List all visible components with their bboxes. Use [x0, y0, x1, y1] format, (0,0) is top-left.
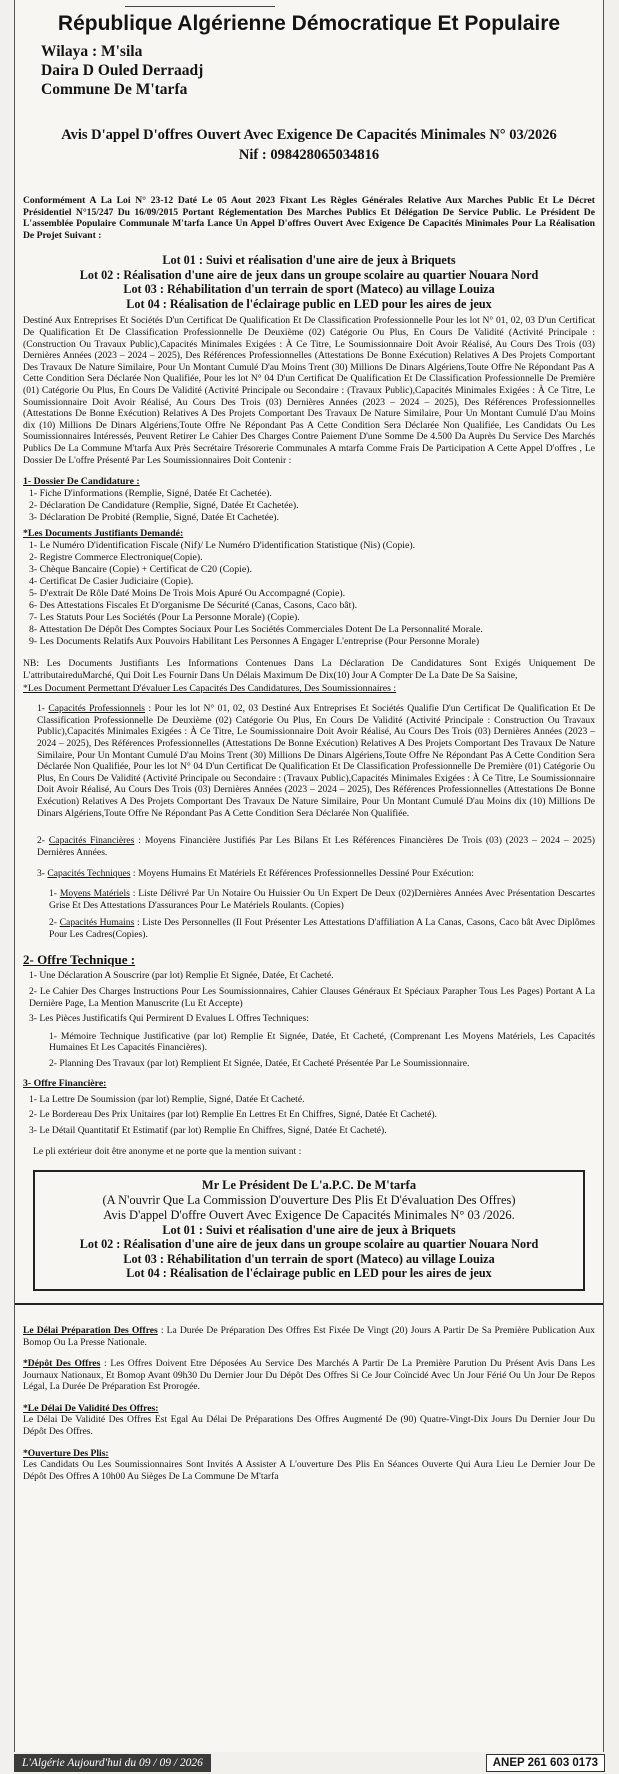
- pli-note: Le pli extérieur doit être anonyme et ne porte que la mention suivant :: [33, 1146, 302, 1158]
- offre-fin-title: 3- Offre Financière:: [23, 1077, 107, 1089]
- offre-tech-section: [23, 954, 595, 1069]
- depot-text: : Les Offres Doivent Etre Déposées Au Service Des Marchés A Partir De La Première Parution Du Présent Avis Dans Les Journaux Nationaux, Et Bomop Avant 09h30 Du Dernier Jour Du Dépôt Des Offres Si Ce Jour Coïncidé Avec Un Jour Férié Ou Un Jour De Repos Légal, La Durée De Préparation Est Prorogée.: [23, 1358, 595, 1393]
- lot-item: Lot 02 : Réalisation d'une aire de jeux dans un groupe scolaire au quartier Nouara Nord: [79, 267, 539, 282]
- delai-prep-text: : La Durée De Préparation Des Offres Est Fixée De Vingt (20) Jours A Partir De Sa Première Publication Aux Bomop Ou La Presse Nationale.: [23, 1324, 595, 1348]
- justificatif-item: 7- Les Statuts Pour Les Sociétés (Pour La Personne Morale) (Copie).: [29, 612, 300, 624]
- box-lot: Lot 03 : Réhabilitation d'un terrain de sport (Mateco) au village Louiza: [123, 1251, 495, 1266]
- cap-fin-paragraph: 2- Capacités Financières : Moyens Financière Justifiés Par Les Bilans Et Les Références Financières De Trois (03) (2023 – 2024 – 2025) Dernières Années.: [37, 835, 596, 858]
- offre-fin-item: 2- Le Bordereau Des Prix Unitaires (par lot) Remplie En Lettres Et En Chiffres, Signé, Datée Et Cacheté).: [29, 1109, 437, 1121]
- offre-tech-subitem: 2- Planning Des Travaux (par lot) Remplient Et Signée, Datée, Et Cacheté Présentée Par Le Soumissionnaire.: [49, 1057, 470, 1069]
- anep-reference: ANEP 261 603 0173: [486, 1754, 605, 1772]
- cap-tech-paragraph: 3- Capacités Techniques : Moyens Humains Et Matériels Et Références Professionnelles Dessiné Pour Exécution:: [37, 868, 474, 880]
- eligibility-paragraph: Destiné Aux Entreprises Et Sociétés D'un Certificat De Qualification Et De Classification Professionnelle Pour les lot N° 01, 02, 03 D'un Certificat De Qualification Et De Classification Professionnelle De Deuxième (02) Catégorie Ou Plus, En Cours De Validité (Activité Principale : (Construction Ou Travaux Public),Capacités Minimales Exigées : À Ce Titre, Le Soumissionnaire Doit Avoir Réalisé, Au Cours Des Trois (03) Dernières Années (2023 – 2024 – 2025), Des Références Professionnelles (Attestations De Bonne Exécution) Relatives A Des Projets Comportant Des Travaux De Nature Similaire, Pour Un Montant Cumulé D'au Moins Trent (30) Millions De Dinars Algériens,Toute Offre Ne Répondant Pas A Cette Condition Sera Déclarée Non Qualifiée, Pour les lot N° 04 D'un Certificat De Qualification Et De Classification Professionnelle De Première (01) Catégorie Ou Plus, En Cours De Validité (Activité Principale ou Secondaire : (Travaux Public),Capacités Minimales Exigées : À Ce Titre, Le Soumissionnaire Doit Avoir Réalisé, Au Cours Des Trois (03) Dernières Années (2023 – 2024 – 2025), Des Références Professionnelles (Attestations De Bonne Exécution) Relatives A Des Projets Comportant Des Travaux De Nature Similaire, Pour Un Montant Cumulé D'au Moins dix (10) Millions De Dinars Algériens,Toute Offre Ne Répondant Pas A Cette Condition Sera Déclarée Non Qualifiée, Les Candidats Ou Les Soumissionnaires Intéressés, Peuvent Retirer Le Cahier Des Charges Contre Paiement D'une Somme De 4.500 Da Auprès Du Service Des Marchés Publics De La Commune M'tarfa Aux Près Secrétaire Trésorerie Communales A mtarfa Comme Frais De Participation A Cette Appel D'offres , Le Dossier De L'offre Présenté Par Les Soumissionnaires Doit Contenir :: [23, 315, 595, 466]
- dossier-item: 2- Déclaration De Candidature (Remplie, Signé, Datée Et Cachetée).: [29, 500, 299, 512]
- justificatif-item: 2- Registre Commerce Electronique(Copie).: [29, 552, 203, 564]
- delai-prep-label: Le Délai Préparation Des Offres: [23, 1324, 158, 1336]
- offre-fin-section: [23, 1078, 595, 1137]
- box-lot: Lot 02 : Réalisation d'une aire de jeux dans un groupe scolaire au quartier Nouara Nord: [79, 1237, 539, 1252]
- lot-item: Lot 03 : Réhabilitation d'un terrain de sport (Mateco) au village Louiza: [123, 282, 495, 297]
- delai-prep-paragraph: [23, 1325, 595, 1348]
- cap-pro-text: : Pour les lot N° 01, 02, 03 Destiné Aux Entreprises Et Sociétés Qualifie D'un Certificat De Qualification Et De Classification Professionnelle De Deuxième (02) Catégorie Ou Plus, En Cours De Validité (Activité Principale : Construction Ou Travaux Public),Capacités Minimales Exigées : À Ce Titre, Le Soumissionnaire Doit Avoir Réalisé, Au Cours Des Trois (03) Dernières Années (2023 – 2024 – 2025), Des Références Professionnelles (Attestations De Bonne Exécution) Relatives A Des Projets Comportant Des Travaux De Nature Similaire, Pour Un Montant Cumulé D'au Moins Trent (30) Millions De Dinars Algériens,Toute Offre Ne Répondant Pas A Cette Condition Sera Déclarée Non Qualifiée, Pour les lot N° 04 D'un Certificat De Qualification Et De Classification Professionnelle De Première (01) Catégorie Ou Plus, En Cours De Validité (Activité Principale ou Secondaire : (Travaux Public),Capacités Minimales Exigées : À Ce Titre, Le Soumissionnaire Doit Avoir Réalisé, Au Cours Des Trois (03) Dernières Années (2023 – 2024 – 2025), Des Références Professionnelles (Attestations De Bonne Exécution) Relatives A Des Projets Comportant Des Travaux De Nature Similaire, Pour Un Montant Cumulé D'au Moins dix (10) Millions De Dinars Algériens,Toute Offre Ne Répondant Pas A Cette Condition Sera Déclarée Non Qualifiée.: [37, 703, 596, 819]
- avis-title: [23, 125, 595, 165]
- cap-pro-paragraph: 1- Capacités Professionnels : Pour les lot N° 01, 02, 03 Destiné Aux Entreprises Et Sociétés Qualifie D'un Certificat De Qualification Et De Classification Professionnelle De Deuxième (02) Catégorie Ou Plus, En Cours De Validité (Activité Principale : Construction Ou Travaux Public),Capacités Minimales Exigées : À Ce Titre, Le Soumissionnaire Doit Avoir Réalisé, Au Cours Des Trois (03) Dernières Années (2023 – 2024 – 2025), Des Références Professionnelles (Attestations De Bonne Exécution) Relatives A Des Projets Comportant Des Travaux De Nature Similaire, Pour Un Montant Cumulé D'au Moins Trent (30) Millions De Dinars Algériens,Toute Offre Ne Répondant Pas A Cette Condition Sera Déclarée Non Qualifiée, Pour les lot N° 04 D'un Certificat De Qualification Et De Classification Professionnelle De Première (01) Catégorie Ou Plus, En Cours De Validité (Activité Principale ou Secondaire : (Travaux Public),Capacités Minimales Exigées : À Ce Titre, Le Soumissionnaire Doit Avoir Réalisé, Au Cours Des Trois (03) Dernières Années (2023 – 2024 – 2025), Des Références Professionnelles (Attestations De Bonne Exécution) Relatives A Des Projets Comportant Des Travaux De Nature Similaire, Pour Un Montant Cumulé D'au Moins dix (10) Millions De Dinars Algériens,Toute Offre Ne Répondant Pas A Cette Condition Sera Déclarée Non Qualifiée.: [37, 703, 596, 819]
- dossier-title: 1- Dossier De Candidature :: [23, 476, 140, 488]
- ouverture-text: Les Candidats Ou Les Soumissionnaires Sont Invités A Assister A L'ouverture Des Plis En Séances Ouverte Qui Aura Lieu Le Dernier Jour De Dépôt Des Offres A 10h00 Au Sièges De La Commune De M'tarfa: [23, 1459, 595, 1482]
- moy-mat-text: : Liste Délivré Par Un Notaire Ou Huissier Ou Un Expert De Deux (02)Dernières Années Avec Présentation Descartes Grise Et Des Attestations D'assurances Pour Le Matériels Roulants. (Copies): [49, 888, 595, 911]
- cap-tech-text: : Moyens Humains Et Matériels Et Références Professionnelles Dessiné Pour Exécution:: [132, 868, 474, 880]
- justificatif-item: 3- Chèque Bancaire (Copie) + Certificat de C20 (Copie).: [29, 564, 252, 576]
- moy-mat-paragraph: 1- Moyens Matériels : Liste Délivré Par Un Notaire Ou Huissier Ou Un Expert De Deux (02)Dernières Années Avec Présentation Descartes Grise Et Des Attestations D'assurances Pour Le Matériels Roulants. (Copies): [49, 888, 595, 911]
- cap-hum-paragraph: 2- Capacités Humains : Liste Des Personnelles (Il Fout Présenter Les Attestations D'affiliation A La Canas, Casons, Caco bât Avec Diplômes Pour Les Cadres(Copies).: [49, 917, 595, 940]
- lot-item: Lot 01 : Suivi et réalisation d'une aire de jeux à Briquets: [162, 253, 456, 268]
- cap-fin-text: : Moyens Financière Justifiés Par Les Bilans Et Les Références Financières De Trois (03) (2023 – 2024 – 2025) Dernières Années.: [37, 835, 596, 858]
- justificatifs-section: [23, 528, 595, 648]
- cap-hum-text: : Liste Des Personnelles (Il Fout Présenter Les Attestations D'affiliation A La Canas, Casons, Caco bât Avec Diplômes Pour Les Cadres(Copies).: [49, 917, 595, 940]
- ouverture-paragraph: [23, 1448, 595, 1483]
- top-strip: [125, 0, 275, 7]
- justificatif-item: 5- D'extrait De Rôle Daté Moins De Trois Mois Apuré Ou Accompagné (Copie).: [29, 588, 346, 600]
- depot-paragraph: [23, 1358, 595, 1393]
- justificatifs-title: *Les Documents Justifiants Demandé:: [23, 528, 184, 540]
- lots-list: [23, 253, 595, 311]
- dossier-section: [23, 476, 595, 524]
- justificatif-item: 8- Attestation De Dépôt Des Comptes Sociaux Pour Les Sociétés Commerciales Dotent De La Personnalité Morale.: [29, 624, 483, 636]
- avis-title-text: Avis D'appel D'offres Ouvert Avec Exigence De Capacités Minimales N° 03/2026: [61, 127, 557, 143]
- justificatif-item: 6- Des Attestations Fiscales Et D'organisme De Sécurité (Canas, Casons, Caco bât).: [29, 600, 358, 612]
- republic-title: République Algérienne Démocratique Et Populaire: [57, 12, 561, 35]
- evaluer-section: [23, 683, 595, 940]
- validite-label: *Le Délai De Validité Des Offres:: [23, 1402, 159, 1414]
- box-line: Avis D'appel D'offre Ouvert Avec Exigence De Capacités Minimales N° 03 /2026.: [103, 1207, 515, 1222]
- nb-paragraph: NB: Les Documents Justifiants Les Informations Contenues Dans La Déclaration De Candidatures Sont Exigés Uniquement De L'attributaireduMarché, Qui Doit Les Fournir Dans Un Délais Maximum De Dix(10) Jour A Compter De La Date De Sa Saisine,: [23, 658, 595, 681]
- evaluer-title: *Les Document Permettant D'évaluer Les Capacités Des Candidatures, Des Soumissionnaires :: [23, 683, 397, 695]
- nif-line: Nif : 098428065034816: [238, 147, 380, 163]
- dossier-item: 1- Fiche D'informations (Remplie, Signé, Datée Et Cachetée).: [29, 488, 272, 500]
- cap-hum-label: Capacités Humains: [59, 917, 135, 929]
- publication-date: L'Algérie Aujourd'hui du 09 / 09 / 2026: [14, 1754, 211, 1772]
- justificatif-item: 9- Les Documents Relatifs Aux Pouvoirs Habilitant Les Personnes A Engager L'entreprise (Pour Personne Morale): [29, 636, 480, 648]
- cap-pro-label: Capacités Professionnels: [48, 703, 146, 715]
- cap-tech-label: Capacités Techniques: [47, 868, 131, 880]
- offre-tech-item: 3- Les Pièces Justificatifs Qui Permirent D Evalues L Offres Techniques:: [29, 1013, 309, 1025]
- offre-tech-title: 2- Offre Technique :: [23, 952, 136, 968]
- commune-line: Commune De M'tarfa: [41, 81, 188, 98]
- offre-tech-item: 2- Le Cahier Des Charges Instructions Pour Les Soumissionnaires, Cahier Clauses Généraux Et Spéciaux Parapher Tous Les Pages) Portant A La Dernière Page, La Mention Manuscrite (Lu Et Accepte): [29, 985, 595, 1009]
- offre-tech-subitem: 1- Mémoire Technique Justificative (par lot) Remplie Et Signée, Datée, Et Cacheté, (Comprenant Les Moyens Matériels, Les Capacités Humaines Et Les Capacités Financières).: [49, 1030, 595, 1054]
- justificatif-item: 4- Certificat De Casier Judiciaire (Copie).: [29, 576, 194, 588]
- moy-mat-label: Moyens Matériels: [59, 888, 130, 899]
- announcement-sheet: [14, 0, 604, 1752]
- footer: [0, 1752, 619, 1774]
- validite-paragraph: [23, 1403, 595, 1438]
- daira-line: Daira D Ouled Derraadj: [41, 62, 204, 79]
- justificatif-item: 1- Le Numéro D'identification Fiscale (Nif)/ Le Numéro D'identification Statistique (Nis) (Copie).: [29, 540, 416, 552]
- box-line: Mr Le Président De L'a.P.C. De M'tarfa: [201, 1177, 417, 1192]
- offre-tech-item: 1- Une Déclaration A Souscrire (par lot) Remplie Et Signée, Datée, Et Cacheté.: [29, 970, 334, 982]
- wilaya-line: Wilaya : M'sila: [41, 43, 143, 60]
- ouverture-label: *Ouverture Des Plis:: [23, 1447, 109, 1459]
- depot-label: *Dépôt Des Offres: [23, 1358, 101, 1370]
- offre-fin-item: 1- La Lettre De Soumission (par lot) Remplie, Signé, Datée Et Cacheté.: [29, 1093, 305, 1105]
- box-line: (A N'ouvrir Que La Commission D'ouverture Des Plis Et D'évaluation Des Offres): [102, 1192, 516, 1207]
- envelope-box: [33, 1170, 585, 1291]
- divider: [15, 1303, 603, 1305]
- validite-text: Le Délai De Validité Des Offres Est Egal Au Délai De Préparations Des Offres Augmenté De (90) Quatre-Vingt-Dix Jours Du Dernier Jour Du Dépôt Des Offres.: [23, 1414, 595, 1438]
- offre-fin-item: 3- Le Détail Quantitatif Et Estimatif (par lot) Remplie En Chiffres, Signé, Datée Et Cacheté).: [29, 1124, 387, 1136]
- box-lot: Lot 04 : Réalisation de l'éclairage public en LED pour les aires de jeux: [126, 1266, 492, 1281]
- lot-item: Lot 04 : Réalisation de l'éclairage public en LED pour les aires de jeux: [126, 296, 492, 311]
- intro-paragraph: Conformément A La Loi N° 23-12 Daté Le 05 Aout 2023 Fixant Les Règles Générales Relative Aux Marches Public Et Le Décret Présidentiel N°15/247 Du 16/09/2015 Portant Réglementation Des Marches Publics Et Délégation De Service Public. Le Président De L'assemblée Populaire Communale M'tarfa Lance Un Appel D'offres Ouvert Avec Exigence De Capacités Minimales Pour La Réalisation De Projet Suivant :: [23, 195, 595, 241]
- cap-fin-label: Capacités Financières: [48, 835, 135, 847]
- dossier-item: 3- Déclaration De Probité (Remplie, Signé, Datée Et Cachetée).: [29, 512, 279, 524]
- box-lot: Lot 01 : Suivi et réalisation d'une aire de jeux à Briquets: [162, 1222, 456, 1237]
